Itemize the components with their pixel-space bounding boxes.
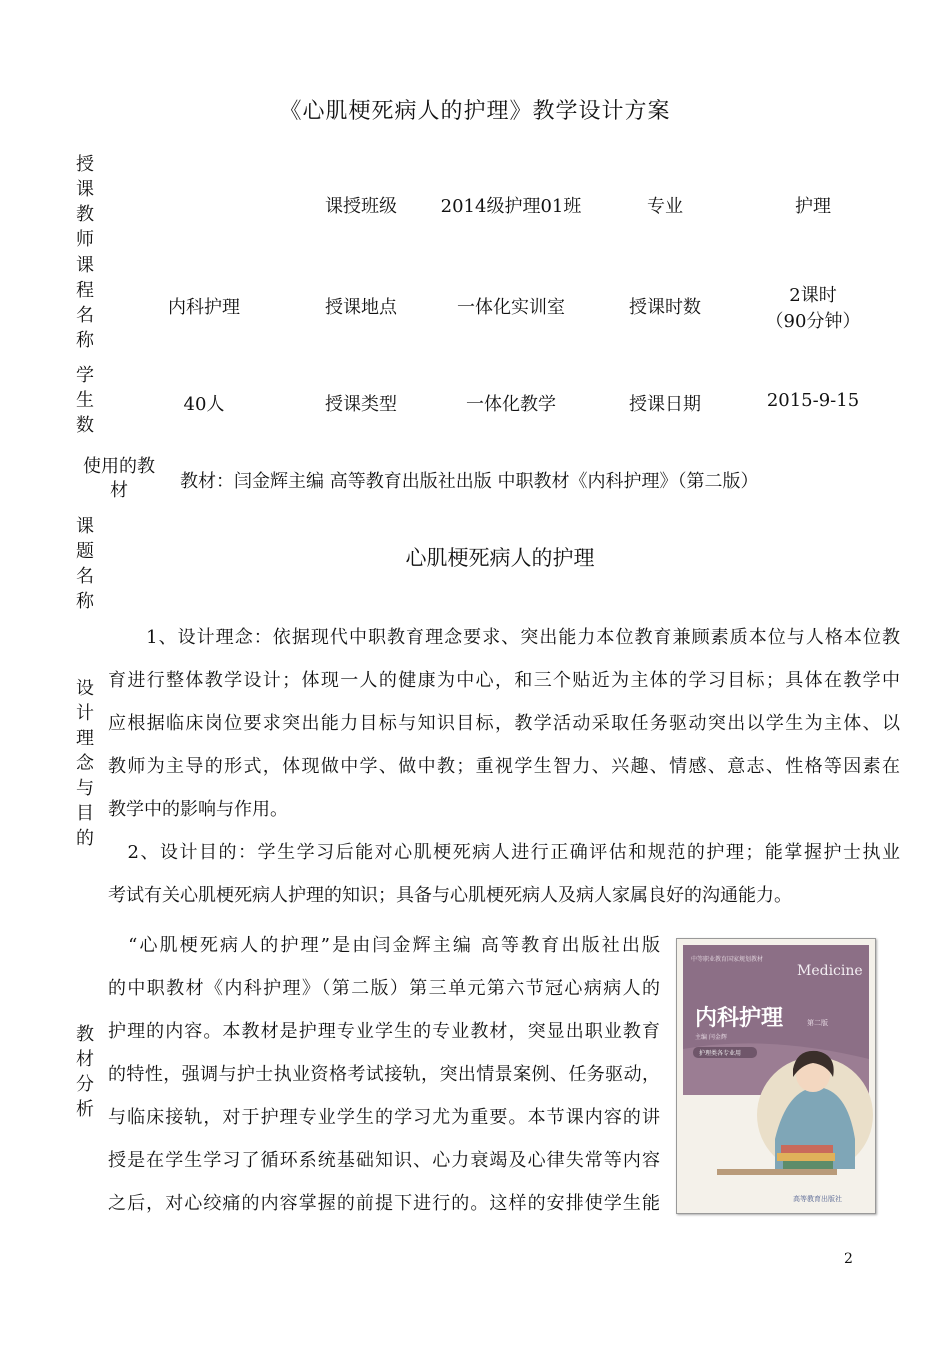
book-publisher: 高等教育出版社 — [793, 1195, 842, 1203]
label-char: 师 — [76, 229, 94, 250]
text-line: 护理的内容。本教材是护理专业学生的专业教材，突显出职业教育 — [108, 1021, 660, 1042]
book-editor: 主编 闫金辉 — [695, 1034, 727, 1041]
label-teacher — [70, 152, 100, 252]
text-line: 考试有关心肌梗死病人护理的知识；具备与心肌梗死病人及病人家属良好的沟通能力。 — [108, 885, 792, 906]
book-edition: 第二版 — [807, 1019, 828, 1027]
label-course-name — [70, 253, 100, 353]
label-char: 课 — [76, 255, 94, 276]
text-line: 1、设计理念：依据现代中职教育理念要求、突出能力本位教育兼顾素质本位与人格本位教 — [108, 627, 900, 648]
label-char: 析 — [76, 1099, 94, 1120]
label-char: 教 — [76, 204, 94, 225]
text-line: 的特性，强调与护士执业资格考试接轨，突出情景案例、任务驱动， — [108, 1064, 660, 1085]
text-line: 的中职教材《内科护理》（第二版）第三单元第六节冠心病病人的 — [108, 978, 660, 999]
type-value: 一体化教学 — [466, 394, 556, 415]
textbook-value: 教材：闫金辉主编 高等教育出版社出版 中职教材《内科护理》（第二版） — [180, 471, 759, 492]
page-number: 2 — [844, 1251, 853, 1267]
label-char: 理 — [76, 728, 94, 749]
major-label: 专业 — [647, 196, 683, 217]
location-value: 一体化实训室 — [457, 297, 565, 318]
hours-label: 授课时数 — [629, 297, 701, 318]
text-line: 育进行整体教学设计；体现一人的健康为中心，和三个贴近为主体的学习目标；具体在教学中 — [108, 670, 900, 691]
label-textbook — [72, 455, 166, 503]
label-char: 课 — [76, 179, 94, 200]
label-char: 名 — [76, 566, 94, 587]
label-student-count — [70, 363, 100, 438]
label-char: 数 — [76, 415, 94, 436]
label-char: 称 — [76, 591, 94, 612]
class-label: 课授班级 — [325, 196, 397, 217]
document-title: 《心肌梗死病人的护理》教学设计方案 — [279, 99, 671, 124]
label-design — [70, 676, 100, 851]
text-line: 授是在学生学习了循环系统基础知识、心力衰竭及心律失常等内容 — [108, 1150, 660, 1171]
hours-value — [740, 281, 886, 333]
text-line: 之后，对心绞痛的内容掌握的前提下进行的。这样的安排使学生能 — [108, 1193, 660, 1214]
text-line: “心肌梗死病人的护理”是由闫金辉主编 高等教育出版社出版 — [108, 935, 660, 956]
label-char: 目 — [76, 803, 94, 824]
text-line: 与临床接轨，对于护理专业学生的学习尤为重要。本节课内容的讲 — [108, 1107, 660, 1128]
material-paragraph — [108, 924, 660, 1225]
label-char: 念 — [76, 753, 94, 774]
label-char: 生 — [76, 390, 94, 411]
label-char: 与 — [76, 778, 94, 799]
label-char: 材 — [76, 1049, 94, 1070]
label-char: 的 — [76, 828, 94, 849]
design-paragraph — [108, 616, 900, 917]
label-char: 设 — [76, 678, 94, 699]
text-line: 教学中的影响与作用。 — [108, 799, 288, 820]
class-value: 2014级护理01班 — [440, 196, 582, 217]
hours-line-1: 2课时 — [789, 285, 837, 306]
label-char: 课 — [76, 516, 94, 537]
hours-line-2: （90分钟） — [765, 311, 861, 332]
book-cover-illustration — [677, 939, 875, 1213]
textbook-cover-image — [676, 938, 876, 1214]
topic-value: 心肌梗死病人的护理 — [405, 546, 595, 570]
label-char: 授 — [76, 154, 94, 175]
label-char: 分 — [76, 1074, 94, 1095]
book-tag: 护理类各专业用 — [699, 1050, 742, 1057]
label-line: 使用的教 — [83, 456, 155, 477]
label-material — [70, 1022, 100, 1122]
label-char: 学 — [76, 365, 94, 386]
text-line: 2、设计目的：学生学习后能对心肌梗死病人进行正确评估和规范的护理；能掌握护士执业 — [108, 842, 900, 863]
label-line: 材 — [110, 480, 128, 501]
text-line: 应根据临床岗位要求突出能力目标与知识目标，教学活动采取任务驱动突出以学生为主体、以 — [108, 713, 900, 734]
date-label: 授课日期 — [629, 394, 701, 415]
major-value: 护理 — [795, 196, 831, 217]
date-value: 2015-9-15 — [766, 390, 860, 411]
text-line: 教师为主导的形式，体现做中学、做中教；重视学生智力、兴趣、情感、意志、性格等因素在 — [108, 756, 900, 777]
label-char: 名 — [76, 305, 94, 326]
label-char: 程 — [76, 280, 94, 301]
label-char: 题 — [76, 541, 94, 562]
location-label: 授课地点 — [325, 297, 397, 318]
students-value: 40人 — [183, 394, 225, 415]
book-title: 内科护理 — [695, 1006, 784, 1031]
type-label: 授课类型 — [325, 394, 397, 415]
book-series: 中等职业教育国家规划教材 — [691, 956, 764, 963]
label-char: 教 — [76, 1024, 94, 1045]
book-english: Medicine — [797, 963, 863, 979]
course-value: 内科护理 — [168, 297, 240, 318]
label-char: 称 — [76, 330, 94, 351]
label-char: 计 — [76, 703, 94, 724]
